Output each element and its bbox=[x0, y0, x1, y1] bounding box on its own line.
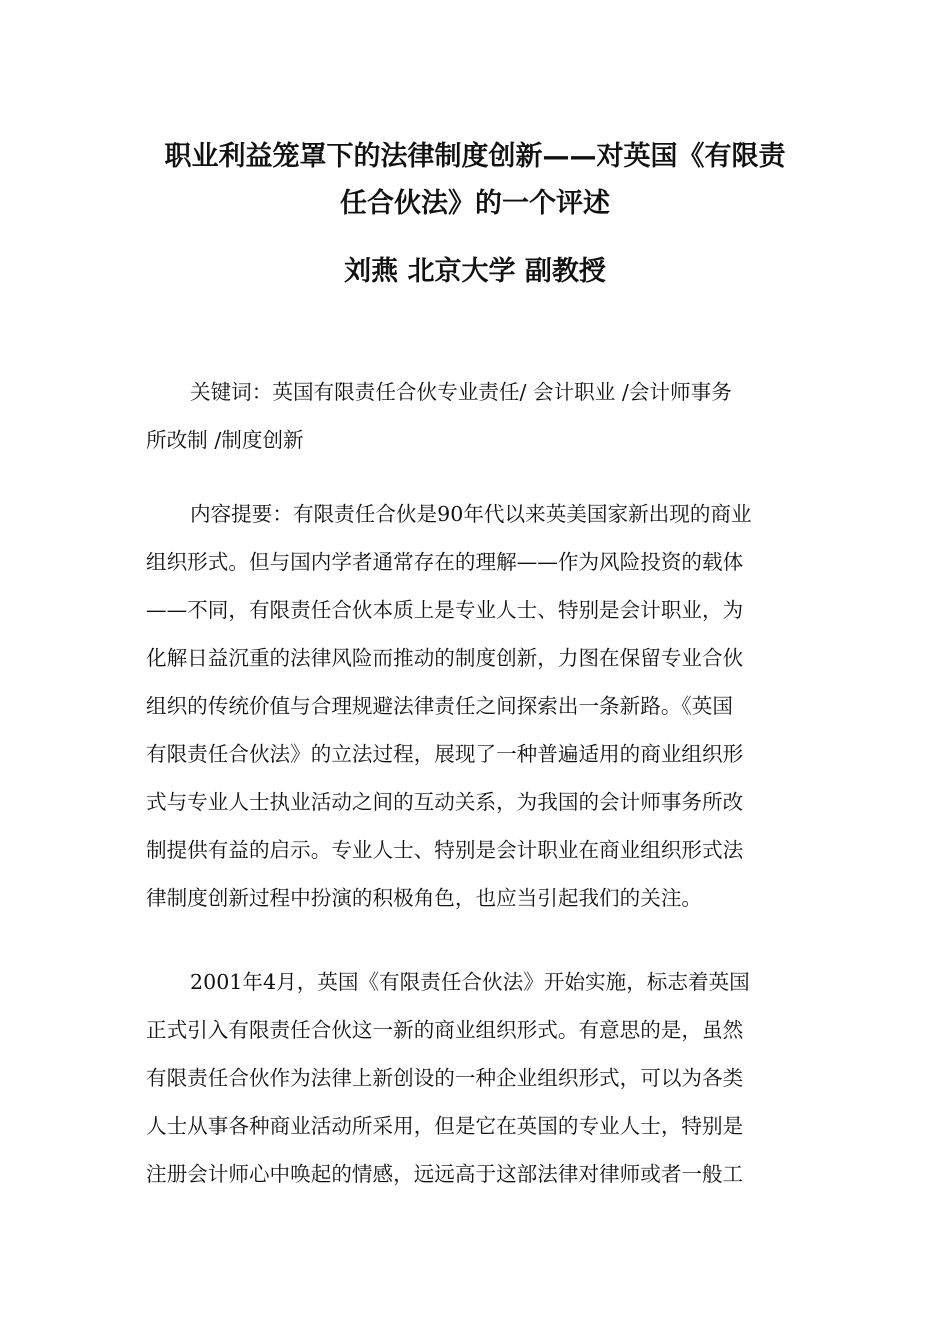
abstract-paragraph bbox=[146, 490, 806, 922]
abstract-line-4: 化解日益沉重的法律风险而推动的制度创新，力图在保留专业合伙 bbox=[146, 646, 744, 670]
title-line-2: 任合伙法》的一个评述 bbox=[340, 188, 610, 219]
body-line-4: 人士从事各种商业活动所采用，但是它在英国的专业人士，特别是 bbox=[146, 1114, 744, 1138]
body-paragraph bbox=[146, 958, 806, 1198]
author-line: 刘燕 北京大学 副教授 bbox=[344, 256, 606, 287]
abstract-line-9: 律制度创新过程中扮演的积极角色，也应当引起我们的关注。 bbox=[146, 886, 703, 910]
abstract-line-5: 组织的传统价值与合理规避法律责任之间探索出一条新路。《英国 bbox=[146, 694, 733, 718]
title-line-1: 职业利益笼罩下的法律制度创新——对英国《有限责 bbox=[164, 141, 786, 172]
abstract-line-8: 制提供有益的启示。专业人士、特别是会计职业在商业组织形式法 bbox=[146, 838, 744, 862]
keywords-line-2: 所改制 /制度创新 bbox=[146, 428, 304, 452]
keywords-line-1: 关键词：英国有限责任合伙专业责任/ 会计职业 /会计师事务 bbox=[190, 380, 732, 404]
document-title bbox=[140, 133, 810, 227]
abstract-line-3: ——不同，有限责任合伙本质上是专业人士、特别是会计职业，为 bbox=[146, 598, 744, 622]
abstract-line-7: 式与专业人士执业活动之间的互动关系，为我国的会计师事务所改 bbox=[146, 790, 744, 814]
body-line-1: 2001年4月，英国《有限责任合伙法》开始实施，标志着英国 bbox=[190, 970, 750, 994]
body-line-2: 正式引入有限责任合伙这一新的商业组织形式。有意思的是，虽然 bbox=[146, 1018, 744, 1042]
abstract-line-6: 有限责任合伙法》的立法过程，展现了一种普遍适用的商业组织形 bbox=[146, 742, 744, 766]
body-line-3: 有限责任合伙作为法律上新创设的一种企业组织形式，可以为各类 bbox=[146, 1066, 744, 1090]
abstract-line-2: 组织形式。但与国内学者通常存在的理解——作为风险投资的载体 bbox=[146, 550, 744, 574]
body-line-5: 注册会计师心中唤起的情感，远远高于这部法律对律师或者一般工 bbox=[146, 1162, 744, 1186]
abstract-line-1: 内容提要：有限责任合伙是90年代以来英美国家新出现的商业 bbox=[190, 502, 752, 526]
keywords-paragraph bbox=[146, 368, 806, 464]
